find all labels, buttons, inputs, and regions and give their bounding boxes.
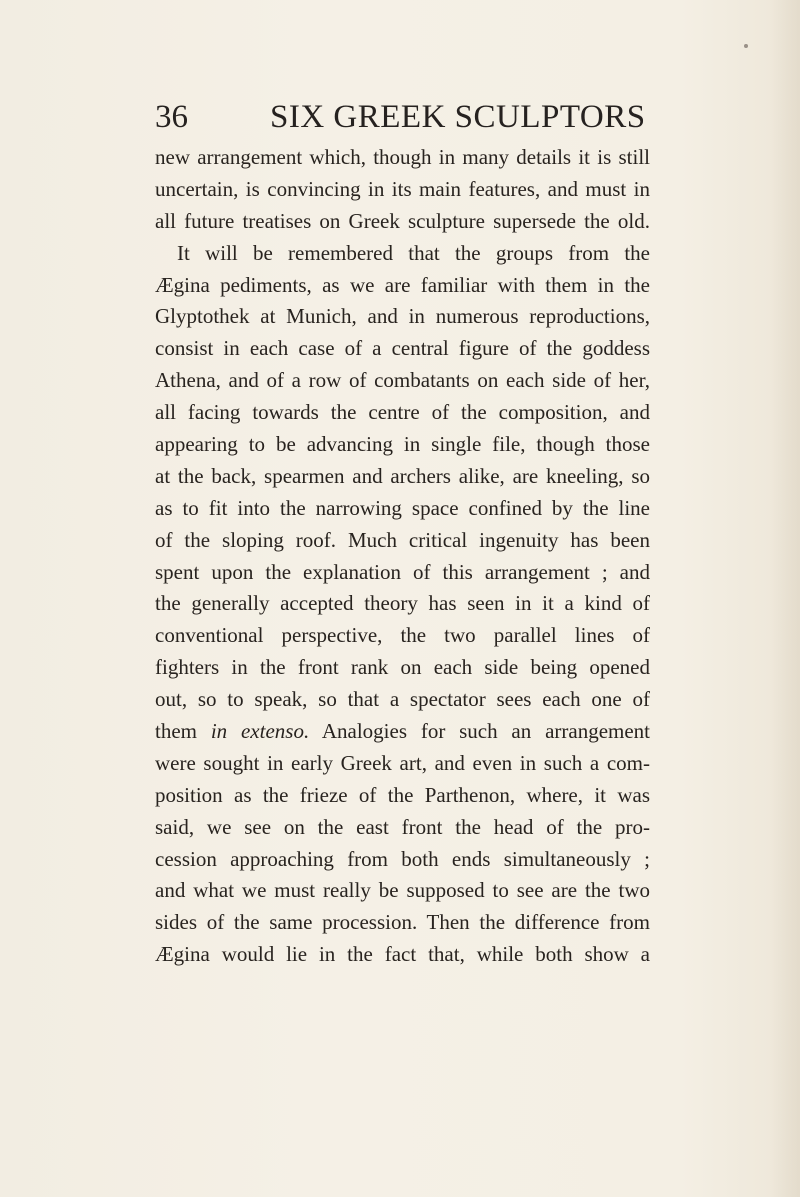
text-line: and what we must really be supposed to see are the two (155, 878, 650, 903)
text-segment: them (155, 719, 197, 744)
text-line: Athena, and of a row of combatants on each side of her, (155, 368, 650, 393)
text-line: out, so to speak, so that a spectator sees each one of (155, 687, 650, 712)
text-line: as to fit into the narrowing space confined by the line (155, 495, 650, 520)
text-line: sides of the same procession. Then the difference from (155, 910, 650, 935)
page-number: 36 (155, 99, 188, 135)
text-line: Ægina would lie in the fact that, while both show a (155, 942, 650, 967)
text-line: consist in each case of a central figure of the goddess (155, 336, 650, 361)
text-line: new arrangement which, though in many details it is still (155, 145, 650, 169)
text-line: conventional perspective, the two parallel lines of (155, 623, 650, 648)
paper-speck (744, 44, 748, 48)
text-line: all facing towards the centre of the composition, and (155, 400, 650, 425)
text-segment: Analogies for such an arrangement (321, 719, 651, 744)
text-line: the generally accepted theory has seen in it a kind of (155, 591, 650, 616)
text-line: all future treatises on Greek sculpture supersede the old. (155, 208, 650, 233)
italic-phrase: in extenso. (210, 719, 310, 744)
text-line: uncertain, is convincing in its main features, and must in (155, 176, 650, 201)
text-line: Ægina pediments, as we are familiar with them in the (155, 272, 650, 297)
text-line: were sought in early Greek art, and even in such a com- (155, 750, 650, 775)
text-line: said, we see on the east front the head of the pro- (155, 814, 650, 839)
text-line: Glyptothek at Munich, and in numerous reproductions, (155, 304, 650, 329)
text-line: spent upon the explanation of this arrangement ; and (155, 559, 650, 584)
running-head: SIX GREEK SCULPTORS (270, 99, 646, 135)
text-line-with-italic (155, 716, 650, 748)
body-text (155, 142, 650, 971)
text-line: fighters in the front rank on each side being opened (155, 655, 650, 680)
text-line: appearing to be advancing in single file, though those (155, 432, 650, 457)
page-edge-shade (770, 0, 800, 1197)
text-line: of the sloping roof. Much critical ingenuity has been (155, 527, 650, 552)
text-line: It will be remembered that the groups from the (177, 240, 650, 265)
text-line: position as the frieze of the Parthenon, where, it was (155, 782, 650, 807)
text-line: cession approaching from both ends simultaneously ; (155, 846, 650, 871)
text-line: at the back, spearmen and archers alike, are kneeling, so (155, 463, 650, 488)
